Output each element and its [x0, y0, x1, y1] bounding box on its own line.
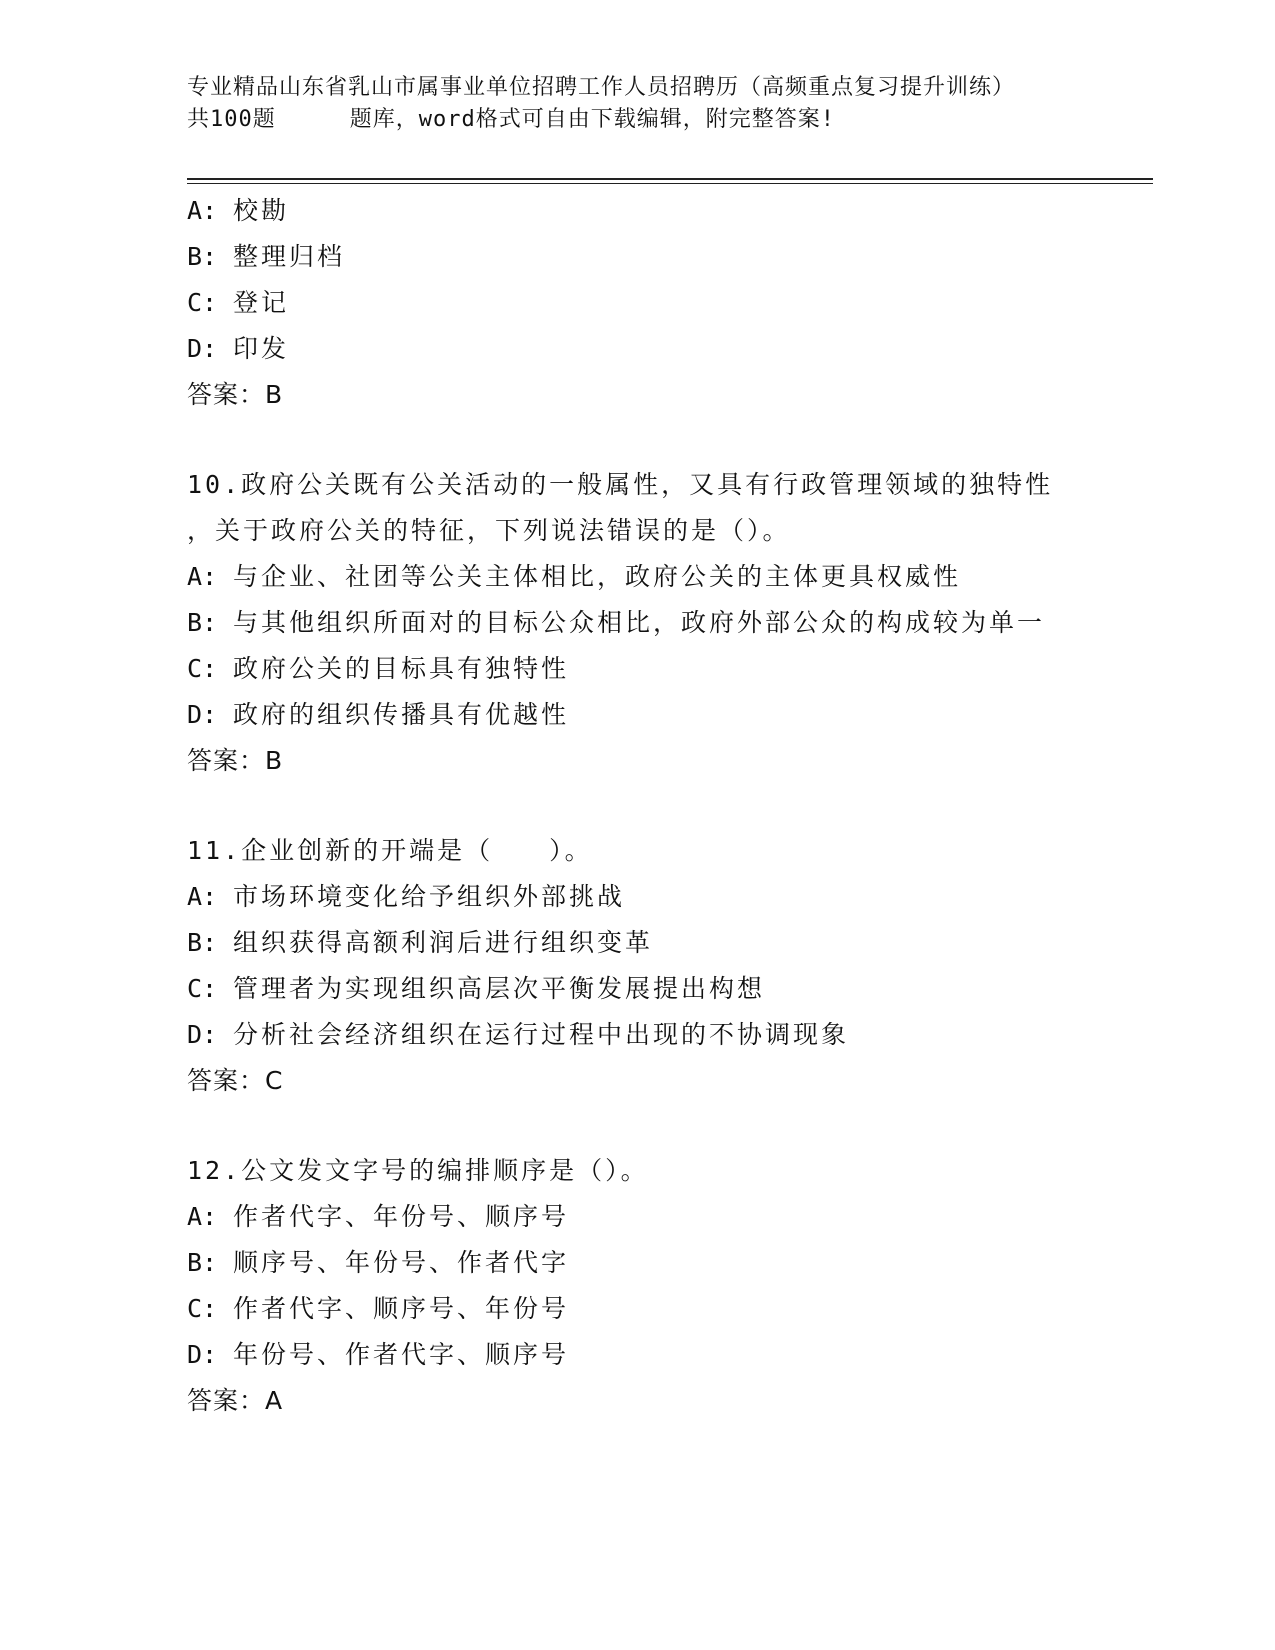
option-text: 与其他组织所面对的目标公众相比，政府外部公众的构成较为单一 [233, 608, 1046, 637]
option-c [187, 1286, 1127, 1332]
option-c [187, 966, 1127, 1012]
option-text: 作者代字、顺序号、年份号 [233, 1294, 570, 1323]
question-12 [187, 1148, 1127, 1424]
option-b [187, 1240, 1127, 1286]
option-label: B: [187, 608, 218, 637]
header-divider-thin [187, 183, 1153, 184]
option-b [187, 234, 1127, 280]
question-spacer [187, 1104, 1127, 1148]
option-d [187, 1012, 1127, 1058]
option-text: 组织获得高额利润后进行组织变革 [233, 928, 654, 957]
option-label: D: [187, 1340, 218, 1369]
option-text: 印发 [233, 334, 290, 363]
option-label: D: [187, 1020, 218, 1049]
option-text: 登记 [233, 288, 290, 317]
option-label: A: [187, 1202, 218, 1231]
answer-line: 答案：B [187, 746, 284, 775]
option-text: 市场环境变化给予组织外部挑战 [233, 882, 626, 911]
question-list [187, 188, 1127, 1424]
question-stem: 11.企业创新的开端是（ ）。 [187, 836, 593, 865]
option-label: B: [187, 242, 218, 271]
header-title-line: 专业精品山东省乳山市属事业单位招聘工作人员招聘历（高频重点复习提升训练） [187, 75, 1016, 100]
option-label: C: [187, 974, 218, 1003]
option-a [187, 1194, 1127, 1240]
option-a [187, 554, 1127, 600]
question-stem: 12.公文发文字号的编排顺序是（）。 [187, 1156, 649, 1185]
question-10 [187, 462, 1127, 784]
option-text: 与企业、社团等公关主体相比，政府公关的主体更具权威性 [233, 562, 962, 591]
option-label: B: [187, 1248, 218, 1277]
header-description: 题库，word格式可自由下载编辑，附完整答案! [349, 107, 835, 132]
option-text: 校勘 [233, 196, 290, 225]
option-a [187, 188, 1127, 234]
option-label: A: [187, 562, 218, 591]
option-label: C: [187, 1294, 218, 1323]
option-label: A: [187, 882, 218, 911]
option-text: 政府的组织传播具有优越性 [233, 700, 570, 729]
option-b [187, 920, 1127, 966]
option-c [187, 646, 1127, 692]
option-label: C: [187, 654, 218, 683]
option-label: D: [187, 700, 218, 729]
question-stem: 10.政府公关既有公关活动的一般属性，又具有行政管理领域的独特性 [187, 470, 1054, 499]
option-label: A: [187, 196, 218, 225]
option-text: 整理归档 [233, 242, 346, 271]
header-subtitle-line [187, 104, 1087, 136]
option-label: B: [187, 928, 218, 957]
question-9 [187, 188, 1127, 418]
option-text: 管理者为实现组织高层次平衡发展提出构想 [233, 974, 766, 1003]
option-b [187, 600, 1127, 646]
answer-line: 答案：B [187, 380, 284, 409]
question-stem-continued: ，关于政府公关的特征，下列说法错误的是（）。 [187, 516, 791, 545]
option-label: C: [187, 288, 218, 317]
question-spacer [187, 418, 1127, 462]
option-label: D: [187, 334, 218, 363]
option-text: 分析社会经济组织在运行过程中出现的不协调现象 [233, 1020, 850, 1049]
option-text: 顺序号、年份号、作者代字 [233, 1248, 570, 1277]
option-d [187, 326, 1127, 372]
option-c [187, 280, 1127, 326]
question-spacer [187, 784, 1127, 828]
option-text: 作者代字、年份号、顺序号 [233, 1202, 570, 1231]
option-text: 年份号、作者代字、顺序号 [233, 1340, 570, 1369]
option-d [187, 1332, 1127, 1378]
header-divider-thick [187, 178, 1153, 180]
answer-line: 答案：A [187, 1386, 284, 1415]
option-text: 政府公关的目标具有独特性 [233, 654, 570, 683]
question-count: 共100题 [187, 107, 276, 132]
answer-line: 答案：C [187, 1066, 284, 1095]
option-d [187, 692, 1127, 738]
document-header [187, 72, 1087, 136]
option-a [187, 874, 1127, 920]
question-11 [187, 828, 1127, 1104]
